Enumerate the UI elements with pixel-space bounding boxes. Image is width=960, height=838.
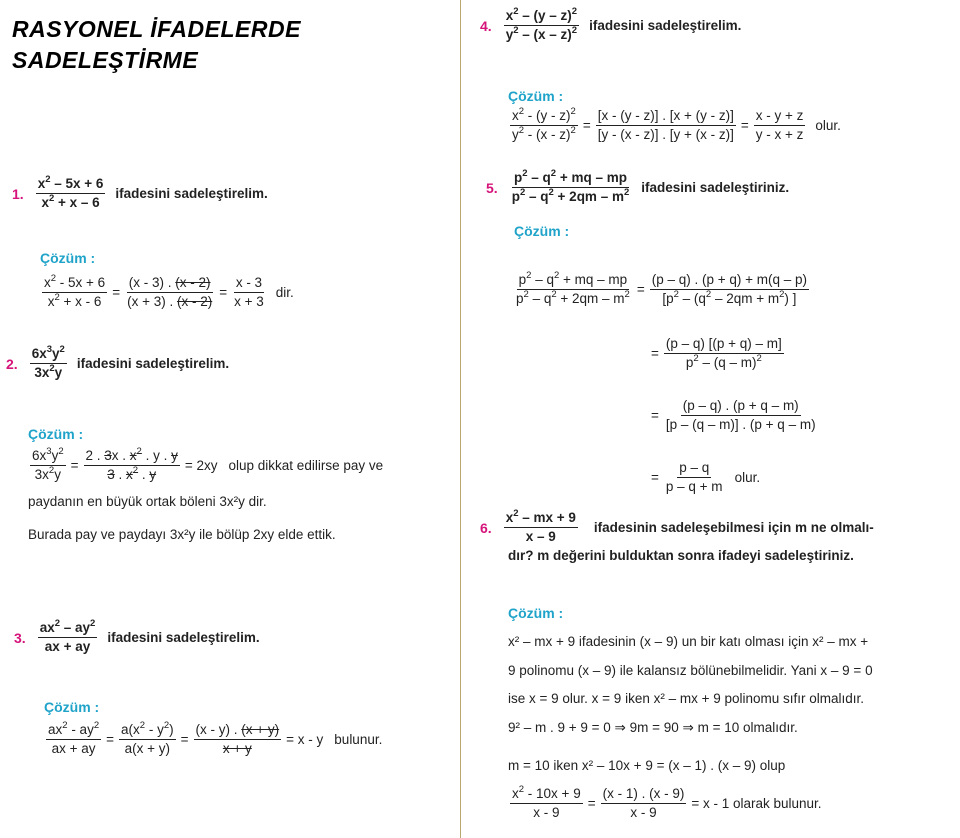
solution-label: Çözüm : [40,250,96,266]
problem-6-question: 6. $\frac{x^2 - mx + 9}{x - 9}$ ifadesinin sadeleşebilmesi için m ne olmalı- [480,508,874,545]
question-text: ifadesini sadeleştirelim. [107,630,260,646]
solution-text: = x - 1 olarak bulunur. [691,796,822,812]
solution-label: Çözüm : [514,223,570,239]
question-text: ifadesini sadeleştirelim. [76,356,230,372]
problem-number: 2. [6,355,18,372]
solution-label: Çözüm : [508,605,564,621]
problem-5-step-4: = $\frac{p - q}{p - q + m}$ olur. [651,460,761,495]
question-text: ifadesinin sadeleşebilmesi için m ne olmalı- [593,520,874,536]
solution-text: olur. [734,470,761,486]
question-text: ifadesini sadeleştirelim. [115,186,268,202]
problem-number: 1. [12,185,24,202]
problem-2-question: 2. $\frac{6x^3y^2}{3x^2y}$ ifadesini sadeleştirelim. [6,344,230,381]
solution-text: dir. [275,285,294,301]
title-line-2: SADELEŞTİRME [12,47,199,73]
solution-line: ise x = 9 olur. x = 9 iken x² – mx + 9 polinomu sıfır olmalıdır. [508,691,865,706]
question-fraction: $\frac{x^2 - 5x + 6}{x^2 + x - 6}$ [37,174,104,211]
solution-line: 9 polinomu (x – 9) ile kalansız bölünebilmelidir. Yani x – 9 = 0 [508,663,873,678]
solution-line: m = 10 iken x² – 10x + 9 = (x – 1) . (x – 9) olup [508,758,786,773]
solution-text: olup dikkat edilirse pay ve [228,458,384,474]
problem-6-solution-final: $\frac{x^2 - 10x + 9}{x - 9}$ = $\frac{(x - 1) . (x - 9)}{x - 9}$ = x - 1 olarak bulunur. [512,784,822,821]
problem-5-step-1: $\frac{p^2 - q^2 + mq - mp}{p^2 - q^2 + 2qm - m^2}$ = $\frac{(p - q) . (p + q) + m(q - p)}{[p^2 - (q^2 - 2qm + m^2) ]}$ [516,270,808,307]
title-line-1: RASYONEL İFADELERDE [12,16,301,42]
problem-5-question: 5. $\frac{p^2 - q^2 + mq - mp}{p^2 - q^2 + 2qm - m^2}$ ifadesini sadeleştiriniz. [486,168,790,205]
solution-line-3: Burada pay ve paydayı 3x²y ile bölüp 2xy elde ettik. [28,527,336,542]
problem-number: 4. [480,17,492,34]
solution-label: Çözüm : [44,699,100,715]
solution-label: Çözüm : [28,426,84,442]
page-title [12,14,301,76]
solution-text: bulunur. [334,732,383,748]
solution-line: x² – mx + 9 ifadesinin (x – 9) un bir katı olması için x² – mx + [508,634,869,649]
problem-3-solution: $\frac{ax^2 - ay^2}{ax + ay}$ = $\frac{a(x^2 - y^2)}{a(x + y)}$ = $\frac{(x - y) . (x + y)}{x + y}$ = x - y bulunur. [48,720,383,757]
solution-label: Çözüm : [508,88,564,104]
problem-1-question [12,176,268,211]
problem-5-step-2: = $\frac{(p - q) [(p + q) - m]}{p^2 - (q - m)^2}$ [651,336,782,371]
problem-4-solution: $\frac{x^2 - (y - z)^2}{y^2 - (x - z)^2}$ = $\frac{[x - (y - z)] . [x + (y - z)]}{[y - (x - z)] . [y + (x - z)]}$ = $\frac{x - y + z}{y - x + z}$ olur. [512,106,841,143]
column-divider [460,0,461,838]
problem-4-question: 4. $\frac{x^2 - (y - z)^2}{y^2 - (x - z)^2}$ ifadesini sadeleştirelim. [480,6,742,43]
problem-number: 3. [14,629,26,646]
problem-5-step-3: = $\frac{(p - q) . (p + q - m)}{[p - (q - m)] . (p + q - m)}$ [651,398,816,433]
solution-text: olur. [815,118,841,134]
solution-line-2: paydanın en büyük ortak böleni 3x²y dir. [28,494,267,509]
question-text: ifadesini sadeleştirelim. [589,18,742,34]
solution-line: 9² – m . 9 + 9 = 0 ⇒ 9m = 90 ⇒ m = 10 olmalıdır. [508,720,798,735]
question-line-2: dır? m değerini bulduktan sonra ifadeyi sadeleştiriniz. [508,548,854,563]
problem-number: 6. [480,519,492,536]
problem-number: 5. [486,179,498,196]
problem-1-solution: $\frac{x^2 - 5x + 6}{x^2 + x - 6}$ = $\frac{(x - 3) . (x - 2)}{(x + 3) . (x - 2)}$ = $\frac{x - 3}{x + 3}$ dir. [44,273,294,310]
question-text: ifadesini sadeleştiriniz. [641,180,790,196]
problem-2-solution: $\frac{6x^3y^2}{3x^2y}$ = $\frac{2 . 3x . x^2 . y . y}{3 . x^2 . y}$ = 2xy olup dikkat edilirse pay ve [32,446,384,483]
problem-3-question: 3. $\frac{ax^2 - ay^2}{ax + ay}$ ifadesini sadeleştirelim. [14,618,260,655]
